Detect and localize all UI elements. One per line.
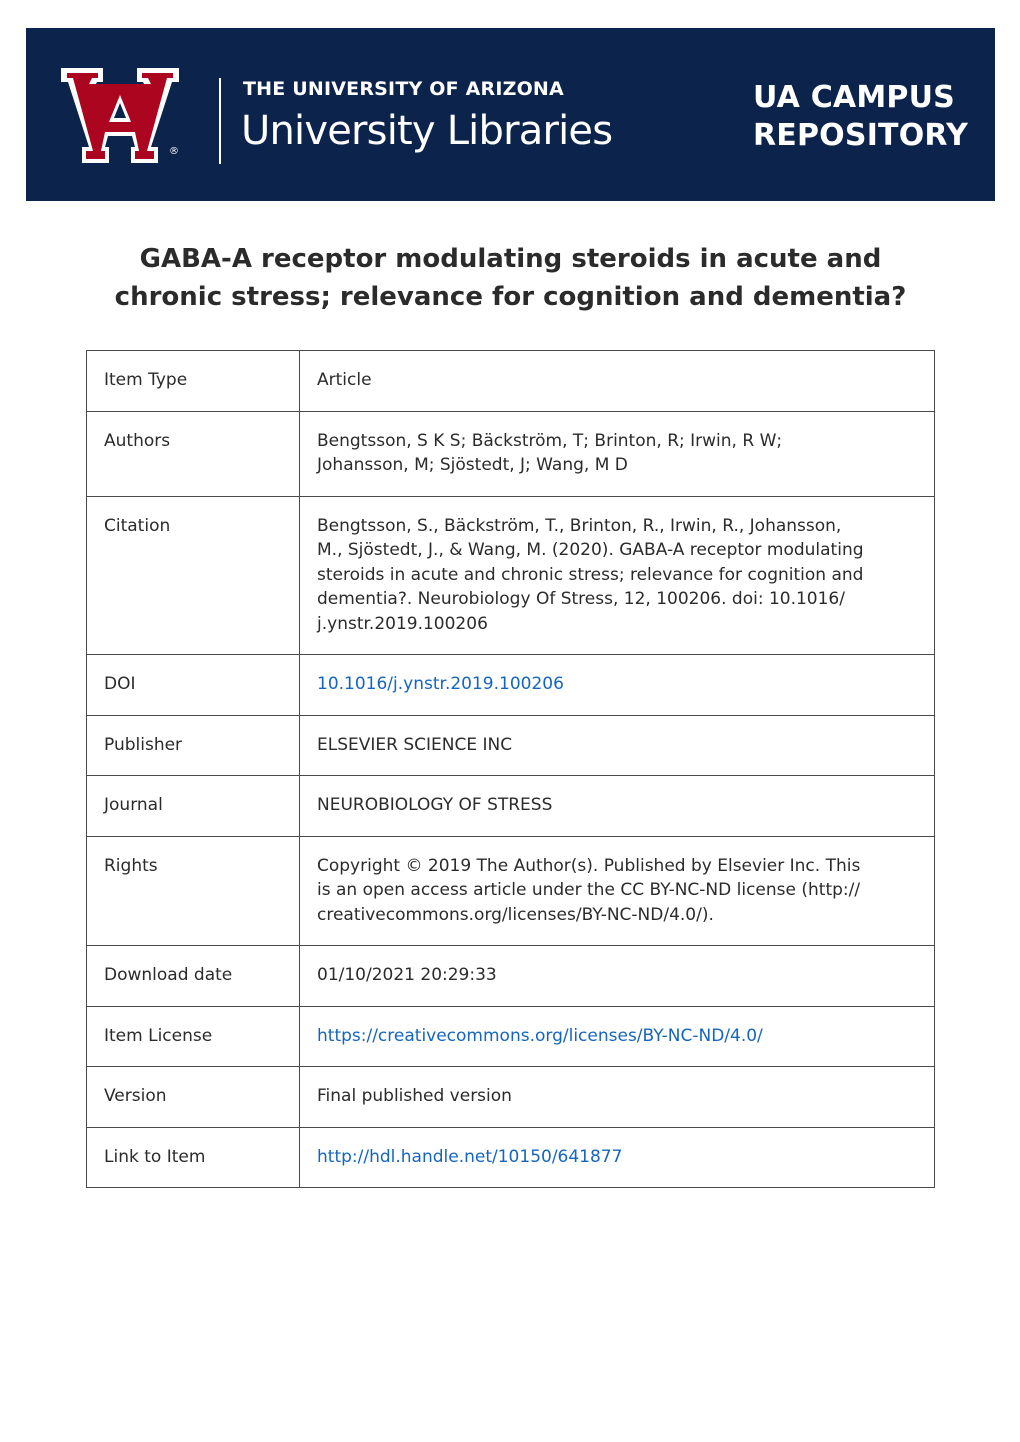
download-date-label: Download date	[87, 946, 300, 1007]
item-type-label: Item Type	[87, 351, 300, 412]
item-license-cell	[300, 1006, 935, 1067]
table-row	[87, 655, 935, 716]
citation-value	[300, 496, 935, 655]
citation-label: Citation	[87, 496, 300, 655]
table-row	[87, 496, 935, 655]
table-row	[87, 776, 935, 837]
table-row	[87, 1067, 935, 1128]
article-title-line2: chronic stress; relevance for cognition and dementia?	[114, 282, 907, 312]
publisher-value: ELSEVIER SCIENCE INC	[300, 715, 935, 776]
authors-value	[300, 411, 935, 496]
item-metadata-table	[86, 350, 935, 1188]
campus-repository-line2: REPOSITORY	[753, 118, 969, 153]
citation-line2: M., Sjöstedt, J., & Wang, M. (2020). GABA-A receptor modulating	[317, 540, 864, 560]
table-row	[87, 715, 935, 776]
table-row	[87, 1006, 935, 1067]
rights-line2: is an open access article under the CC BY-NC-ND license (http://	[317, 880, 861, 900]
citation-line3: steroids in acute and chronic stress; relevance for cognition and	[317, 564, 864, 585]
item-license-label: Item License	[87, 1006, 300, 1067]
authors-line1: Bengtsson, S K S; Bäckström, T; Brinton, R; Irwin, R W;	[317, 430, 783, 451]
university-name: THE UNIVERSITY OF ARIZONA	[243, 78, 564, 100]
university-of-arizona-logo-icon	[59, 65, 181, 165]
libraries-name: University Libraries	[241, 108, 613, 154]
version-value: Final published version	[300, 1067, 935, 1128]
table-row	[87, 836, 935, 946]
citation-line4: dementia?. Neurobiology Of Stress, 12, 100206. doi: 10.1016/	[317, 589, 845, 609]
table-row	[87, 946, 935, 1007]
item-license-link[interactable]: https://creativecommons.org/licenses/BY-NC-ND/4.0/	[317, 1025, 763, 1046]
registered-trademark-mark: ®	[169, 146, 179, 157]
link-to-item-label: Link to Item	[87, 1127, 300, 1188]
rights-line3: creativecommons.org/licenses/BY-NC-ND/4.0/).	[317, 904, 714, 925]
doi-link[interactable]: 10.1016/j.ynstr.2019.100206	[317, 674, 564, 694]
link-to-item-cell	[300, 1127, 935, 1188]
publisher-label: Publisher	[87, 715, 300, 776]
repository-banner	[26, 28, 995, 201]
doi-cell	[300, 655, 935, 716]
download-date-value: 01/10/2021 20:29:33	[300, 946, 935, 1007]
journal-value: NEUROBIOLOGY OF STRESS	[300, 776, 935, 837]
item-type-value: Article	[300, 351, 935, 412]
version-label: Version	[87, 1067, 300, 1128]
table-row	[87, 1127, 935, 1188]
banner-divider	[219, 78, 221, 164]
doi-label: DOI	[87, 655, 300, 716]
rights-value	[300, 836, 935, 946]
authors-label: Authors	[87, 411, 300, 496]
table-row	[87, 411, 935, 496]
rights-line1: Copyright © 2019 The Author(s). Published by Elsevier Inc. This	[317, 855, 861, 876]
table-row	[87, 351, 935, 412]
authors-line2: Johansson, M; Sjöstedt, J; Wang, M D	[317, 455, 628, 475]
article-title-line1: GABA-A receptor modulating steroids in acute and	[139, 244, 882, 274]
article-title	[86, 240, 935, 316]
citation-line1: Bengtsson, S., Bäckström, T., Brinton, R., Irwin, R., Johansson,	[317, 515, 842, 536]
link-to-item-link[interactable]: http://hdl.handle.net/10150/641877	[317, 1146, 623, 1167]
campus-repository-line1: UA CAMPUS	[753, 80, 955, 115]
journal-label: Journal	[87, 776, 300, 837]
citation-line5: j.ynstr.2019.100206	[317, 613, 488, 634]
rights-label: Rights	[87, 836, 300, 946]
